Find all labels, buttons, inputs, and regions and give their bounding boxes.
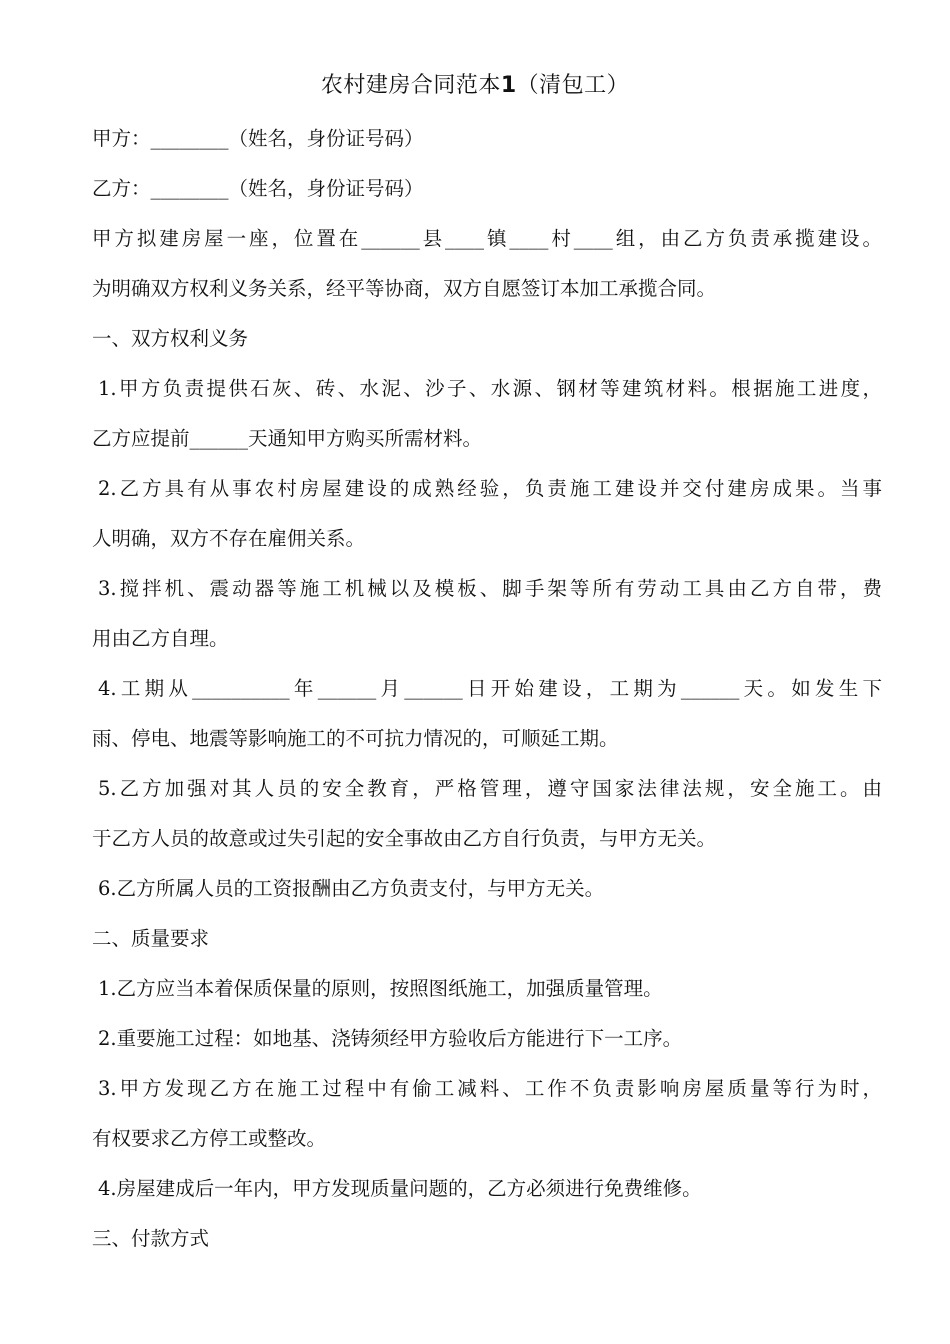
party-a-line: 甲方：________（姓名，身份证号码） [92,127,424,150]
clause-line: 1.乙方应当本着保质保量的原则，按照图纸施工，加强质量管理。 [98,977,663,1000]
clause-line: 3.搅拌机、震动器等施工机械以及模板、脚手架等所有劳动工具由乙方自带，费 [98,577,882,600]
clause-line: 2.乙方具有从事农村房屋建设的成熟经验，负责施工建设并交付建房成果。当事 [98,477,882,500]
clause-line: 1.甲方负责提供石灰、砖、水泥、沙子、水源、钢材等建筑材料。根据施工进度， [98,377,882,400]
document-body [92,122,882,1272]
intro-paragraph-line: 为明确双方权利义务关系，经平等协商，双方自愿签订本加工承揽合同。 [92,277,717,300]
clause-line: 乙方应提前______天通知甲方购买所需材料。 [92,427,483,450]
section-heading: 一、双方权利义务 [92,327,249,350]
title-prefix: 农村建房合同范本 [320,73,501,98]
clause-line: 3.甲方发现乙方在施工过程中有偷工减料、工作不负责影响房屋质量等行为时， [98,1077,882,1100]
document-title [0,70,950,102]
title-number: 1 [500,73,517,98]
clause-line: 2.重要施工过程：如地基、浇铸须经甲方验收后方能进行下一工序。 [98,1027,683,1050]
section-heading: 三、付款方式 [92,1227,210,1250]
clause-line: 4.房屋建成后一年内，甲方发现质量问题的，乙方必须进行免费维修。 [98,1177,702,1200]
clause-line: 有权要求乙方停工或整改。 [92,1127,327,1150]
title-suffix: （清包工） [516,73,630,98]
clause-line: 于乙方人员的故意或过失引起的安全事故由乙方自行负责，与甲方无关。 [92,827,717,850]
clause-line: 雨、停电、地震等影响施工的不可抗力情况的，可顺延工期。 [92,727,619,750]
clause-line: 6.乙方所属人员的工资报酬由乙方负责支付，与甲方无关。 [98,877,605,900]
clause-line: 人明确，双方不存在雇佣关系。 [92,527,366,550]
clause-line: 4.工期从__________年______月______日开始建设，工期为______天。如发生下 [98,677,882,700]
intro-paragraph-line: 甲方拟建房屋一座，位置在______县____镇____村____组，由乙方负责承揽建设。 [92,227,882,250]
party-b-line: 乙方：________（姓名，身份证号码） [92,177,424,200]
clause-line: 5.乙方加强对其人员的安全教育，严格管理，遵守国家法律法规，安全施工。由 [98,777,882,800]
section-heading: 二、质量要求 [92,927,210,950]
clause-line: 用由乙方自理。 [92,627,229,650]
